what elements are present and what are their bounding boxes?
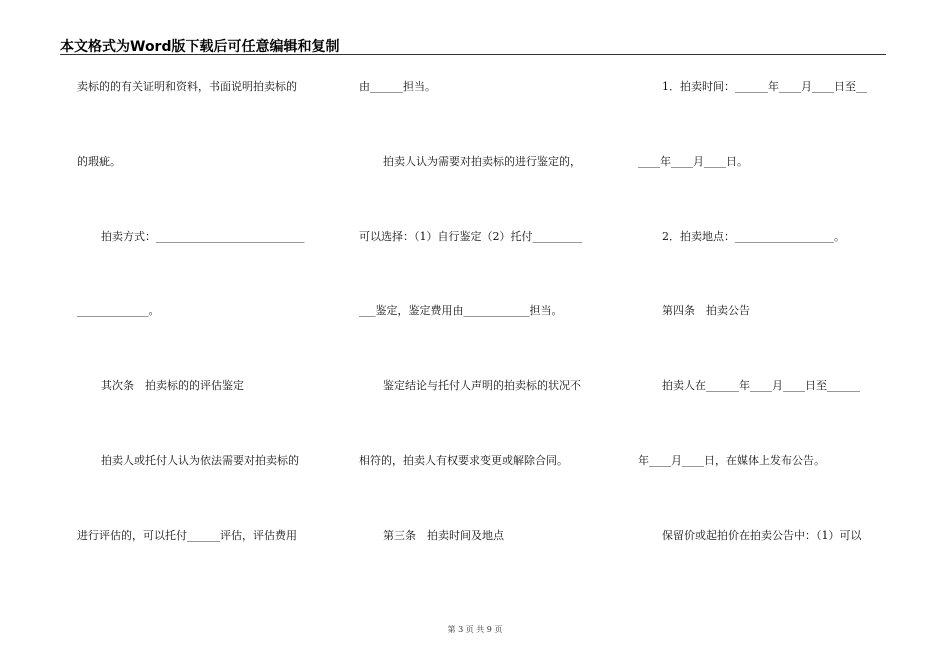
section-heading: 第三条 拍卖时间及地点 [383, 529, 504, 542]
text-line: 的瑕疵。 [77, 155, 121, 168]
text-line: ____年____月____日。 [638, 155, 748, 168]
text-line: 保留价或起拍价在拍卖公告中：（1）可以 [662, 529, 862, 542]
text-line: 鉴定结论与托付人声明的拍卖标的状况不 [383, 379, 581, 392]
text-line: ___鉴定，鉴定费用由____________担当。 [359, 304, 563, 317]
text-line: 卖标的的有关证明和资料，书面说明拍卖标的 [77, 80, 297, 93]
text-line: 拍卖人或托付人认为依法需要对拍卖标的 [101, 454, 299, 467]
header-divider [60, 54, 886, 55]
text-line: 相符的，拍卖人有权要求变更或解除合同。 [359, 454, 568, 467]
section-heading: 其次条 拍卖标的的评估鉴定 [101, 379, 244, 392]
section-heading: 第四条 拍卖公告 [662, 304, 750, 317]
text-line: 拍卖人认为需要对拍卖标的进行鉴定的， [383, 155, 581, 168]
text-line: 由______担当。 [359, 80, 436, 93]
text-line: 拍卖方式：___________________________ [101, 230, 305, 243]
text-line: 年____月____日，在媒体上发布公告。 [638, 454, 825, 467]
text-line: 拍卖人在______年____月____日至______ [662, 379, 860, 392]
text-line: 进行评估的，可以托付______评估，评估费用 [77, 529, 297, 542]
text-line: 2．拍卖地点：__________________。 [662, 230, 845, 243]
document-header-title: 本文格式为Word版下载后可任意编辑和复制 [60, 39, 340, 55]
text-line: 可以选择：（1）自行鉴定（2）托付_________ [359, 230, 582, 243]
text-line: 1．拍卖时间：______年____月____日至__ [662, 80, 867, 93]
page-number: 第 3 页 共 9 页 [447, 625, 503, 634]
text-line: _____________。 [77, 304, 160, 317]
